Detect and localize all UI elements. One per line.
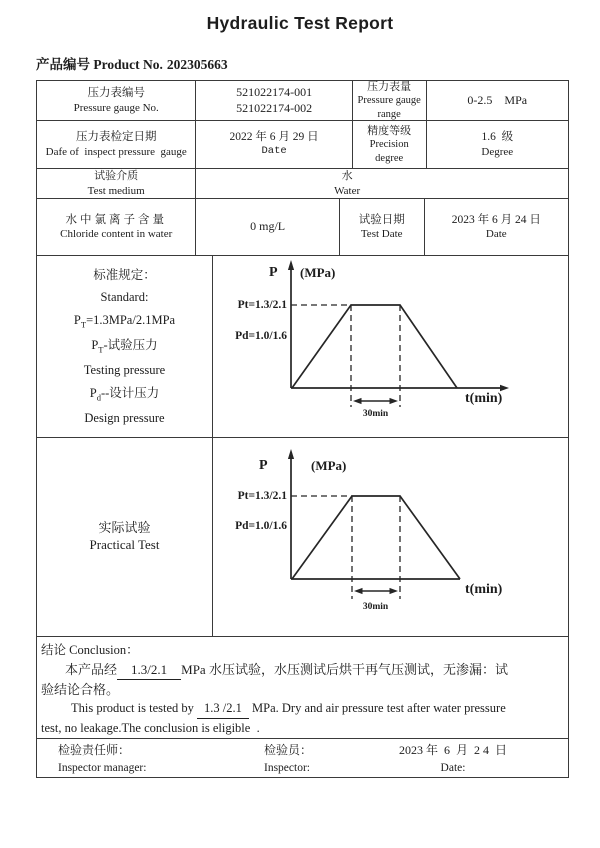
precision-label-en2: degree [375,152,404,164]
cell-gauge-no-value [196,81,352,120]
product-value: 202305663 [166,57,228,72]
standard-line-5: Testing pressure [83,363,166,378]
gauge-no-label-zh: 压力表编号 [87,87,145,100]
practical-label-en: Practical Test [89,537,160,552]
signature-date-block [389,742,517,777]
practical-pressure-chart [213,438,568,636]
gauge-no-value-2: 521022174-002 [236,100,313,115]
test-date-label-zh: 试验日期 [358,213,405,226]
chart1-pt-label: Pt=1.3/2.1 [237,299,287,311]
inspector-block [264,742,312,777]
precision-label-en1: Precision [369,139,409,151]
chart1-hold-label: 30min [362,409,389,419]
row-gauge-no [37,81,568,121]
standard-pressure-chart [213,256,568,437]
gauge-date-value-zh: 2022 年 6 月 29 日 [229,131,319,144]
row-test-medium [37,169,568,199]
cell-gauge-range-label [353,81,427,120]
medium-label-en: Test medium [87,184,145,197]
chloride-label-zh: 水中氯离子含量 [65,213,167,226]
standard-line-4: $P_T-$试验压力 [91,338,158,355]
chart1-x-axis-label: t(min) [465,391,503,406]
row-practical [37,438,568,637]
product-number-line [36,53,232,73]
gauge-range-label-en1: Pressure gauge [357,95,421,107]
inspector-label-en: Inspector: [264,761,310,774]
gauge-date-value-en: Date [261,145,287,158]
cell-standard-text [37,256,213,437]
cell-chloride-label [37,199,196,255]
precision-label-zh: 精度等级 [367,125,412,138]
conclusion-en-line1: This product is tested by 1.3 /2.1 MPa. Dry and air pressure test after water pressure [41,699,561,719]
row-signatures [37,739,568,777]
gauge-date-label-en: Dafe of inspect pressure gauge [45,145,187,158]
cell-conclusion [37,637,567,738]
chloride-label-en: Chloride content in water [60,228,173,241]
cell-gauge-date-label [37,121,196,168]
gauge-date-label-zh: 压力表检定日期 [75,131,157,144]
conclusion-zh-fill-value: 1.3/2.1 [117,660,181,680]
cell-precision-value [427,121,568,168]
conclusion-zh-line1: 本产品经 1.3/2.1 MPa 水压试验，水压测试后烘干再气压测试，无渗漏：试 [41,660,561,680]
signature-date-value: 2023 年 6 月 2 4 日 [398,743,507,757]
chart2-pt-label: Pt=1.3/2.1 [237,490,287,502]
inspector-manager-block [58,742,146,777]
standard-line-3: $P_T=1.3MPa/2.1MPa$ [73,313,176,330]
standard-line-1: 标准规定： [93,267,156,282]
cell-gauge-range-value [427,81,568,120]
cell-test-date-value [425,199,568,255]
medium-value-zh: 水 [341,170,353,183]
test-date-value-zh: 2023 年 6 月 24 日 [451,213,541,226]
signature-date-label: Date: [440,761,466,774]
chart2-pd-label: Pd=1.0/1.6 [235,520,287,532]
chart2-y-axis-unit: (MPa) [311,458,347,473]
chart1-y-axis-label: P [269,265,278,280]
chart1-y-axis-unit: (MPa) [300,265,336,280]
gauge-no-value-1: 521022174-001 [236,85,313,100]
gauge-range-label-en2: range [377,108,401,120]
cell-test-date-label [340,199,425,255]
gauge-range-label-zh: 压力表量 [367,81,412,94]
conclusion-en-line2: test, no leakage.The conclusion is eligible . [41,721,260,735]
conclusion-zh-line2: 验结论合格。 [41,682,120,697]
cell-gauge-date-value [196,121,352,168]
report-table [36,80,569,778]
cell-chloride-value [196,199,339,255]
chloride-value: 0 mg/L [250,219,286,234]
row-gauge-date [37,121,568,169]
cell-gauge-no-label [37,81,196,120]
cell-medium-value [196,169,568,198]
cell-medium-label [37,169,196,198]
row-chloride [37,199,568,256]
medium-label-zh: 试验介质 [94,170,139,183]
practical-label-zh: 实际试验 [98,520,151,536]
chart1-pd-label: Pd=1.0/1.6 [235,330,287,342]
conclusion-heading: 结论 Conclusion： [41,643,139,657]
row-conclusion [37,637,568,739]
inspector-manager-label-zh: 检验责任师： [58,743,131,757]
chart2-hold-label: 30min [362,602,389,612]
medium-value-en: Water [334,184,361,197]
standard-line-2: Standard: [100,290,149,305]
inspector-label-zh: 检验员： [264,743,313,757]
standard-line-6: $P_d--$设计压力 [89,386,160,403]
gauge-no-label-en: Pressure gauge No. [73,101,159,114]
inspector-manager-label-en: Inspector manager: [58,761,147,774]
row-standard [37,256,568,438]
chart2-y-axis-label: P [259,458,268,473]
precision-value-2: Degree [481,145,514,158]
standard-line-7: Design pressure [84,411,165,426]
page-title: Hydraulic Test Report [206,13,394,33]
conclusion-en-fill-value: 1.3 /2.1 [197,699,249,719]
product-label: 产品编号 Product No. [36,57,163,72]
test-date-value-en: Date [485,228,507,241]
precision-value-1: 1.6 级 [481,131,514,144]
test-date-label-en: Test Date [360,228,403,241]
cell-practical-label [37,438,213,636]
cell-precision-label [353,121,427,168]
gauge-range-value: 0-2.5 MPa [467,92,528,107]
chart2-x-axis-label: t(min) [465,582,503,597]
